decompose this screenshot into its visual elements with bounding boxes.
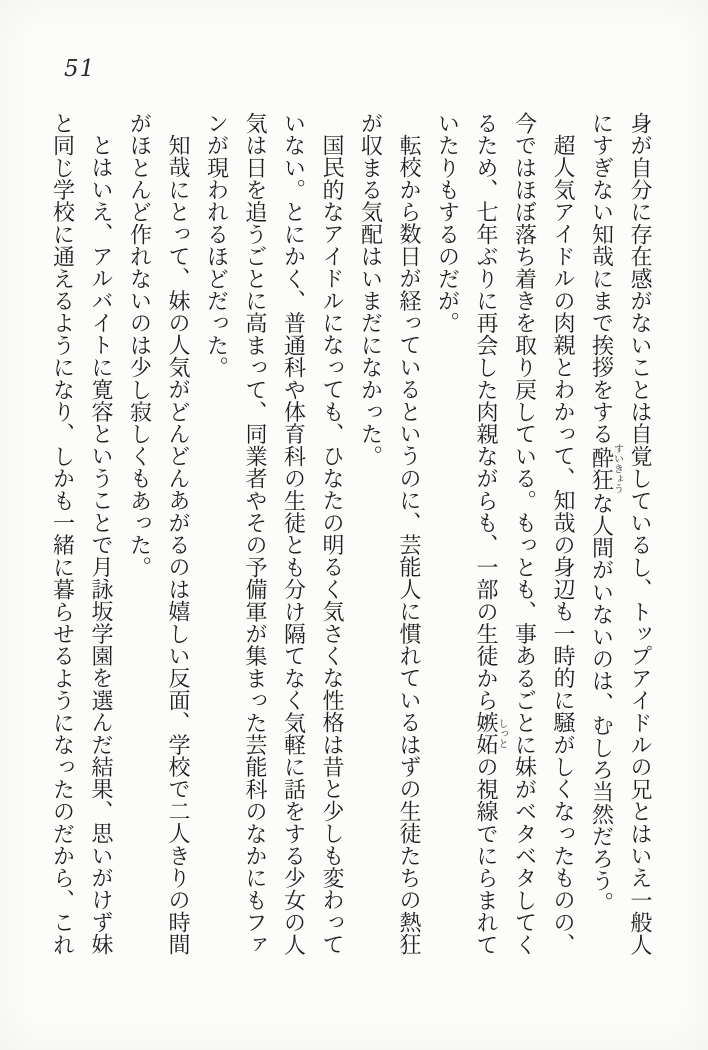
paragraph: 国民的なアイドルになっても、ひなたの明るく気さくな性格は昔と少しも変わっていない。とにかく、普通科や体育科の生徒とも分け隔てなく気軽に話をする少女の人気は日を追うごとに高まって、同業者やその予備軍が集まった芸能科のなかにもファンが現われるほどだった。: [203, 112, 344, 956]
paragraph: 知哉にとって、妹の人気がどんどんあがるのは嬉しい反面、学校で二人きりの時間がほとんど作れないのは少し寂しくもあった。: [126, 112, 190, 956]
body-text: [18, 112, 658, 958]
paragraph: 身が自分に存在感がないことは自覚しているし、トップアイドルの兄とはいえ一般人にすぎない知哉にまで挨拶をする酔狂すいきょうな人間がいないのは、むしろ当然だろう。: [588, 112, 652, 956]
paragraph: とはいえ、アルバイトに寛容ということで月詠坂学園を選んだ結果、思いがけず妹と同じ学校に通えるようになり、しかも一緒に暮らせるようになったのだから、これ: [49, 112, 113, 956]
page-number: 51: [64, 56, 96, 82]
paragraph: 超人気アイドルの肉親とわかって、知哉の身辺も一時的に騒がしくなったものの、今ではほぼ落ち着きを取り戻している。もっとも、事あるごとに妹がベタベタしてくるため、七年ぶりに再会した肉親ながらも、一部の生徒から嫉妬しっとの視線でにらまれていたりもするのだが。: [434, 112, 575, 956]
furigana-ruby: 酔狂すいきょう: [588, 443, 623, 494]
furigana-ruby: 嫉妬しっと: [473, 711, 507, 756]
paragraph: 転校から数日が経っているというのに、芸能人に慣れているはずの生徒たちの熱狂が収まる気配はいまだになかった。: [357, 112, 421, 956]
